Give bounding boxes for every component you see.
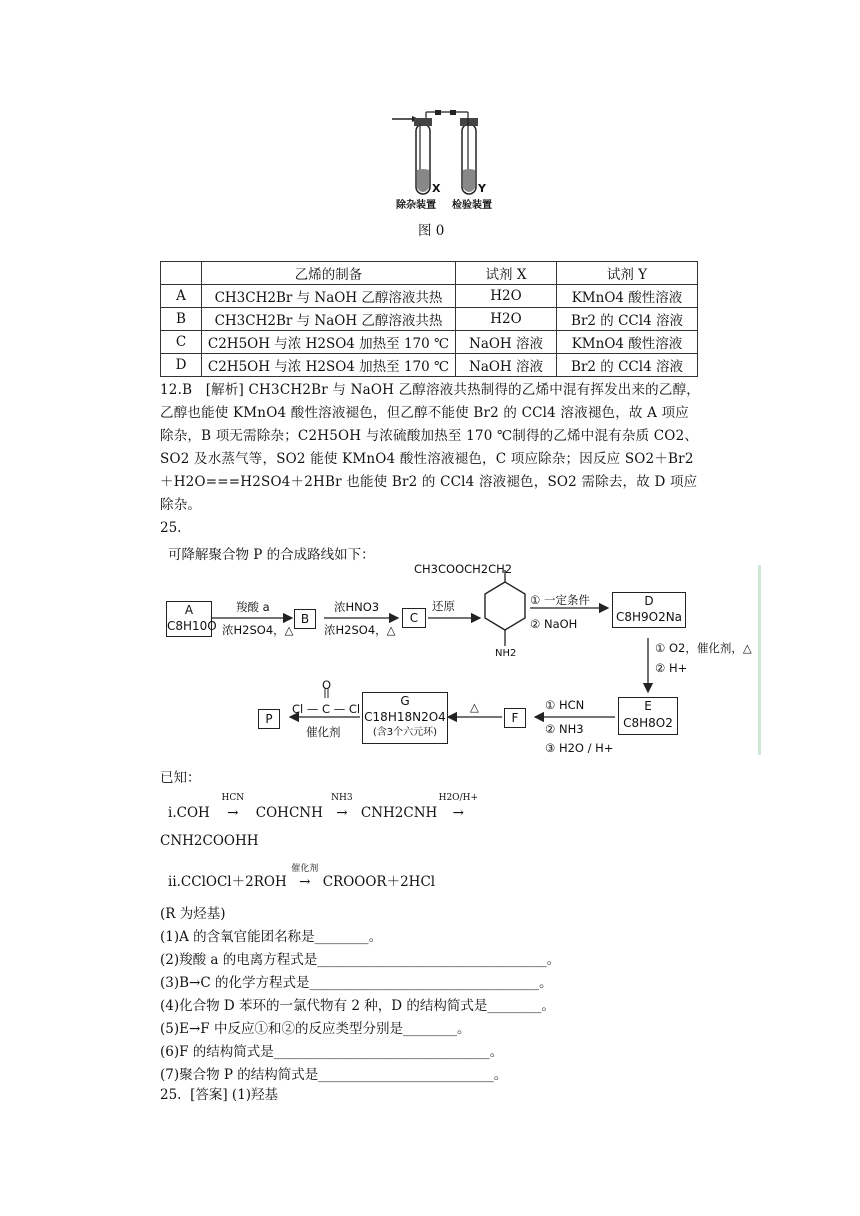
ethylene-table [160, 261, 698, 377]
question-7: (7)聚合物 P 的结构简式是__________________________。 [160, 1067, 508, 1083]
question-1: (1)A 的含氧官能团名称是________。 [160, 929, 383, 945]
compound-e-formula: C8H8O2 [623, 716, 673, 730]
question-2: (2)羧酸 a 的电离方程式是__________________________________。 [160, 952, 561, 968]
table-cell: KMnO4 酸性溶液 [557, 285, 698, 308]
step6-condition-2: ② NH3 [545, 722, 584, 736]
q12-number: 12.B [160, 382, 193, 398]
table-cell: NaOH 溶液 [456, 354, 557, 377]
table-cell: H2O [456, 308, 557, 331]
caption-remove: 除杂装置 [396, 200, 436, 211]
eq2-end: CROOOR＋2HCl [322, 874, 436, 890]
table-cell: Br2 的 CCl4 溶液 [557, 354, 698, 377]
equation-2: ⅱ.CClOCl＋2ROH 催化剂 → CROOOR＋2HCl [168, 870, 435, 890]
compound-c-box: C [402, 608, 426, 628]
phosgene-oxygen: O [322, 678, 332, 692]
compound-a-letter: A [184, 603, 194, 617]
substituent-top: CH3COOCH2CH2 [414, 562, 513, 576]
eq1-reagent-3: H2O/H+ [438, 793, 478, 803]
eq1-reagent-2: NH3 [331, 793, 353, 803]
step7-condition: △ [470, 700, 479, 714]
table-cell: C [161, 331, 202, 354]
compound-g-letter: G [400, 694, 410, 708]
table-row [161, 285, 698, 308]
table-row [161, 331, 698, 354]
table-cell: C2H5OH 与浓 H2SO4 加热至 170 ℃ [202, 354, 456, 377]
table-cell: CH3CH2Br 与 NaOH 乙醇溶液共热 [202, 308, 456, 331]
substituent-bottom: NH2 [495, 648, 517, 659]
q12-tag: [解析] [205, 382, 245, 398]
step8-condition: 催化剂 [306, 725, 341, 739]
compound-d-box [612, 592, 686, 628]
equation-1: ⅰ.COH HCN → COHCNH NH3 → CNH2CNH H2O/H+ → [168, 793, 478, 821]
table-row [161, 354, 698, 377]
step5-condition-2: ② H+ [655, 661, 688, 675]
eq1-mid: COHCNH [255, 805, 323, 821]
step6-condition-3: ③ H2O / H+ [545, 741, 614, 755]
caption-test: 检验装置 [452, 200, 492, 211]
q25-intro: 可降解聚合物 P 的合成路线如下： [168, 547, 375, 563]
answer-number: 25. [160, 1087, 182, 1103]
eq2-reagent: 催化剂 [291, 864, 319, 874]
question-5: (5)E→F 中反应①和②的反应类型分别是________。 [160, 1021, 471, 1037]
compound-a-formula: C8H10O [167, 619, 217, 633]
table-header-row [161, 262, 698, 285]
answer-tag: [答案] [190, 1087, 228, 1103]
eq1-reagent-1: HCN [221, 793, 245, 803]
eq1-start: ⅰ.COH [168, 805, 210, 821]
compound-b-box: B [294, 609, 316, 629]
table-cell: CH3CH2Br 与 NaOH 乙醇溶液共热 [202, 285, 456, 308]
compound-d-letter: D [644, 594, 654, 608]
compound-e-box [618, 697, 678, 735]
table-cell: Br2 的 CCl4 溶液 [557, 308, 698, 331]
compound-a-box [166, 601, 217, 637]
question-3: (3)B→C 的化学方程式是__________________________________。 [160, 975, 553, 991]
table-cell: KMnO4 酸性溶液 [557, 331, 698, 354]
equation-1-product: CNH2COOHH [160, 833, 259, 849]
step4-condition-2: ② NaOH [530, 617, 578, 631]
compound-e-letter: E [644, 699, 652, 713]
table-cell: 试剂 X [456, 262, 557, 285]
answer-line [160, 1083, 278, 1103]
r-note: (R 为烃基) [160, 906, 226, 922]
step5-condition-1: ① O2，催化剂，△ [655, 641, 752, 655]
step3-reagent: 还原 [432, 599, 455, 613]
label-y: Y [478, 182, 486, 195]
compound-d-formula: C8H9O2Na [615, 610, 683, 624]
step2-reagent: 浓HNO3 [334, 600, 380, 614]
table-cell: H2O [456, 285, 557, 308]
table-cell: D [161, 354, 202, 377]
compound-g-formula: C18H18N2O4 [364, 710, 446, 724]
compound-f-box: F [504, 708, 526, 728]
step6-condition-1: ① HCN [545, 698, 585, 712]
compound-g-note: (含3个六元环) [372, 727, 438, 738]
label-x: X [432, 182, 441, 195]
answer-text: (1)羟基 [231, 1087, 279, 1103]
apparatus-figure [390, 110, 520, 210]
table-cell: 试剂 Y [557, 262, 698, 285]
eq1-mid2: CNH2CNH [360, 805, 438, 821]
q12-text: CH3CH2Br 与 NaOH 乙醇溶液共热制得的乙烯中混有挥发出来的乙醇，乙醇也能使 KMnO4 酸性溶液褪色，但乙醇不能使 Br2 的 CCl4 溶液褪色，故 A 项应除杂，B 项无需除杂；C2H5OH 与浓硫酸加热至 170 ℃制得的乙烯中混有杂质 CO2、SO2 及水蒸气等，SO2 能使 KMnO4 酸性溶液褪色，C 项应除杂；因反应 SO2＋Br2＋H2O===H2SO4＋2HBr 也能使 Br2 的 CCl4 溶液褪色，SO2 需除去，故 D 项应除杂。 [160, 382, 700, 513]
step1-reagent: 羧酸 a [236, 600, 270, 614]
table-cell: 乙烯的制备 [202, 262, 456, 285]
step2-condition: 浓H2SO4，△ [324, 623, 396, 637]
compound-g-box [362, 692, 448, 744]
table-cell: NaOH 溶液 [456, 331, 557, 354]
eq2-start: ⅱ.CClOCl＋2ROH [168, 874, 287, 890]
question-6: (6)F 的结构简式是________________________________。 [160, 1044, 504, 1060]
phosgene-reagent: Cl — C — Cl [292, 702, 361, 716]
known-label: 已知： [160, 770, 201, 786]
figure-caption: 图 0 [418, 223, 445, 239]
table-cell: B [161, 308, 202, 331]
table-row [161, 308, 698, 331]
step4-condition-1: ① 一定条件 [530, 593, 590, 607]
question-4: (4)化合物 D 苯环的一氯代物有 2 种，D 的结构简式是________。 [160, 998, 555, 1014]
polymer-p-box: P [258, 709, 280, 729]
table-cell: C2H5OH 与浓 H2SO4 加热至 170 ℃ [202, 331, 456, 354]
q12-explanation [160, 379, 700, 517]
q25-number: 25. [160, 520, 182, 536]
table-cell: A [161, 285, 202, 308]
step1-condition: 浓H2SO4，△ [222, 623, 294, 637]
table-cell [161, 262, 202, 285]
